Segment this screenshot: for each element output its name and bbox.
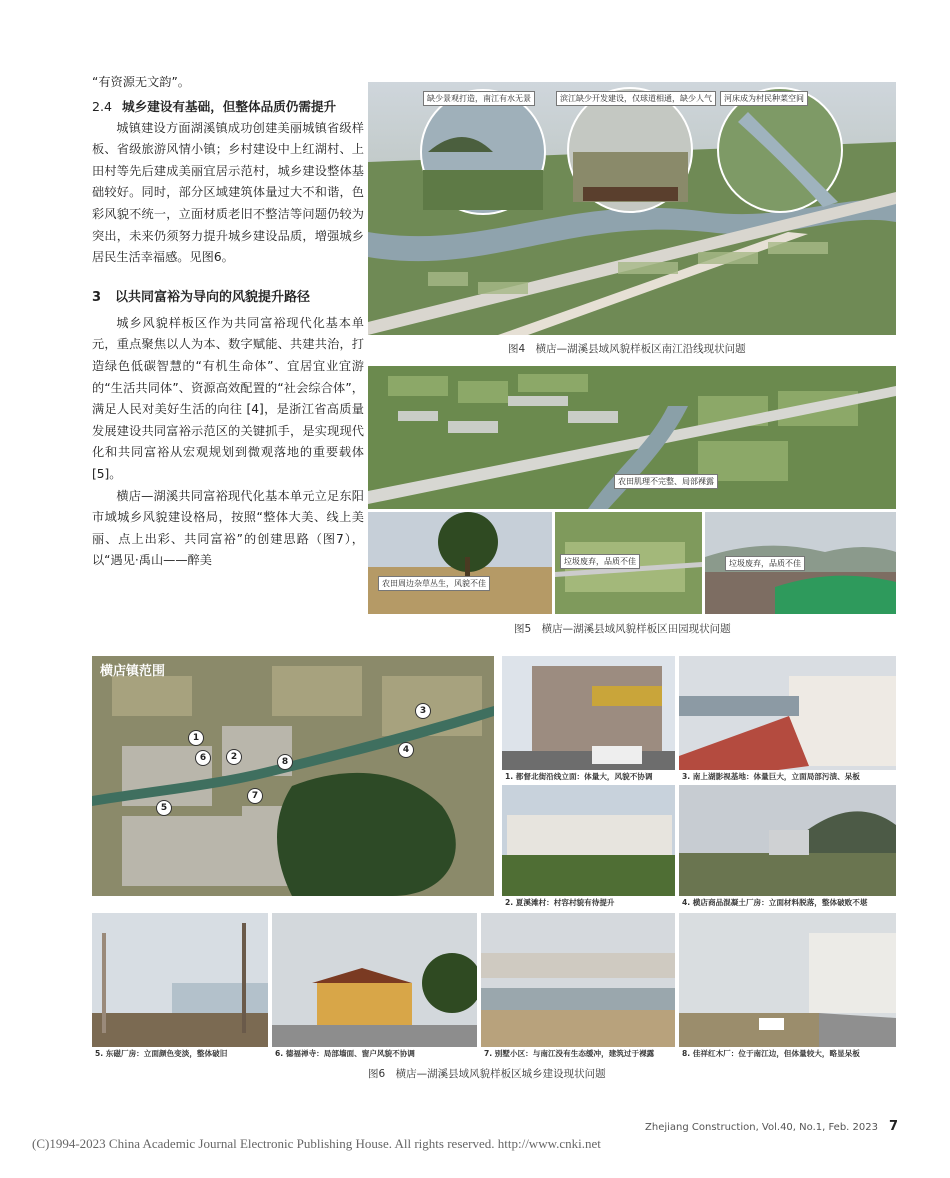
section-heading-3: 3 以共同富裕为导向的风貌提升路径 — [92, 289, 311, 305]
journal-info: Zhejiang Construction, Vol.40, No.1, Feb. 2023 — [645, 1122, 878, 1133]
map-marker: 2 — [226, 749, 242, 765]
fig5-photo-waste-1 — [555, 512, 702, 614]
fig6-photo-label: 2. 夏溪滩村：村容村貌有待提升 — [502, 896, 675, 909]
left-text-column — [92, 72, 364, 572]
map-marker: 3 — [415, 703, 431, 719]
fig6-photo-7 — [481, 913, 675, 1060]
map-marker: 8 — [277, 754, 293, 770]
fig6-photo-label: 7. 别墅小区：与南江没有生态缓冲，建筑过于裸露 — [481, 1047, 675, 1060]
fig6-photo-4 — [679, 785, 896, 909]
fig6-map — [92, 656, 494, 896]
fig6-photo-label: 5. 东磁厂房：立面颜色变淡，整体破旧 — [92, 1047, 268, 1060]
fig5-photo-waste-2 — [705, 512, 896, 614]
paragraph: “有资源无文韵”。 — [92, 75, 190, 89]
fig6-photo-label: 4. 横店商品混凝土厂房：立面材料脱落，整体破败不堪 — [679, 896, 896, 909]
copyright-notice: (C)1994-2023 China Academic Journal Electronic Publishing House. All rights reserved. http://www.cnki.net — [32, 1136, 601, 1151]
fig6-photo-1 — [502, 656, 675, 783]
fig5-photo-weeds — [368, 512, 552, 614]
map-marker: 5 — [156, 800, 172, 816]
fig6-photo-label: 1. 都督北街沿线立面：体量大，风貌不协调 — [502, 770, 675, 783]
fig6-photo-6 — [272, 913, 477, 1060]
paragraph: 城镇建设方面湖溪镇成功创建美丽城镇省级样板、省级旅游风情小镇；乡村建设中上红湖村、上田村等先后建成美丽宜居示范村，城乡建设整体基础较好。同时，部分区域建筑体量过大不和谐，色彩风貌不统一，立面材质老旧不整洁等问题仍较为突出，未来仍须努力提升城乡建设品质，增强城乡居民生活幸福感。见图6。 — [92, 120, 364, 265]
section-heading-2-4: 2.4 城乡建设有基础，但整体品质仍需提升 — [92, 98, 337, 114]
paragraph: 城乡风貌样板区作为共同富裕现代化基本单元，重点聚焦以人为本、数字赋能、共建共治，打造绿色低碳智慧的“有机生命体”、宜居宜业宜游的“生活共同体”、资源高效配置的“社会综合体”，满足人民对美好生活的向往 [4]，是浙江省高质量发展建设共同富裕示范区的关键抓手，是实现现代化和共同富裕从宏观规划到微观落地的重要载体 [5]。 — [92, 315, 364, 481]
fig5-label: 农田周边杂草丛生，风貌不佳 — [378, 576, 490, 591]
fig4-label: 河床成为村民种菜空间 — [720, 91, 808, 106]
page-number: 7 — [888, 1119, 898, 1134]
fig6-photo-8 — [679, 913, 896, 1060]
fig6-photo-label: 3. 南上湖影视基地：体量巨大，立面局部污渍、呆板 — [679, 770, 896, 783]
fig6-map-title: 横店镇范围 — [100, 664, 166, 679]
map-marker: 1 — [188, 730, 204, 746]
fig5-aerial-photo — [368, 366, 896, 509]
map-marker: 6 — [195, 750, 211, 766]
map-marker: 7 — [247, 788, 263, 804]
fig5-label: 垃圾废弃，品质不佳 — [725, 556, 805, 571]
fig6-photo-label: 8. 佳祥红木厂：位于南江边，但体量较大，略显呆板 — [679, 1047, 896, 1060]
paragraph: 横店—湖溪共同富裕现代化基本单元立足东阳市域城乡风貌建设格局，按照“整体大美、线上美丽、点上出彩、共同富裕”的创建思路（图7），以“遇见·禹山——醉美 — [92, 488, 364, 568]
fig6-photo-label: 6. 德福禅寺：局部墙面、窗户风貌不协调 — [272, 1047, 477, 1060]
fig6-photo-5 — [92, 913, 268, 1060]
map-marker: 4 — [398, 742, 414, 758]
fig4-label: 缺少景观打造，南江有水无景 — [423, 91, 535, 106]
fig6-photo-3 — [679, 656, 896, 783]
fig5-caption: 图5 横店—湖溪县域风貌样板区田园现状问题 — [514, 623, 731, 635]
fig4-caption: 图4 横店—湖溪县域风貌样板区南江沿线现状问题 — [508, 343, 746, 355]
fig6-photo-2 — [502, 785, 675, 909]
fig6-caption: 图6 横店—湖溪县域风貌样板区城乡建设现状问题 — [368, 1068, 606, 1080]
fig5-label: 垃圾废弃，品质不佳 — [560, 554, 640, 569]
fig5-label: 农田肌理不完整、局部裸露 — [614, 474, 718, 489]
fig4-label: 滨江缺少开发建设，仅球道相通，缺少人气 — [556, 91, 716, 106]
fig4-aerial-photo — [368, 82, 896, 335]
